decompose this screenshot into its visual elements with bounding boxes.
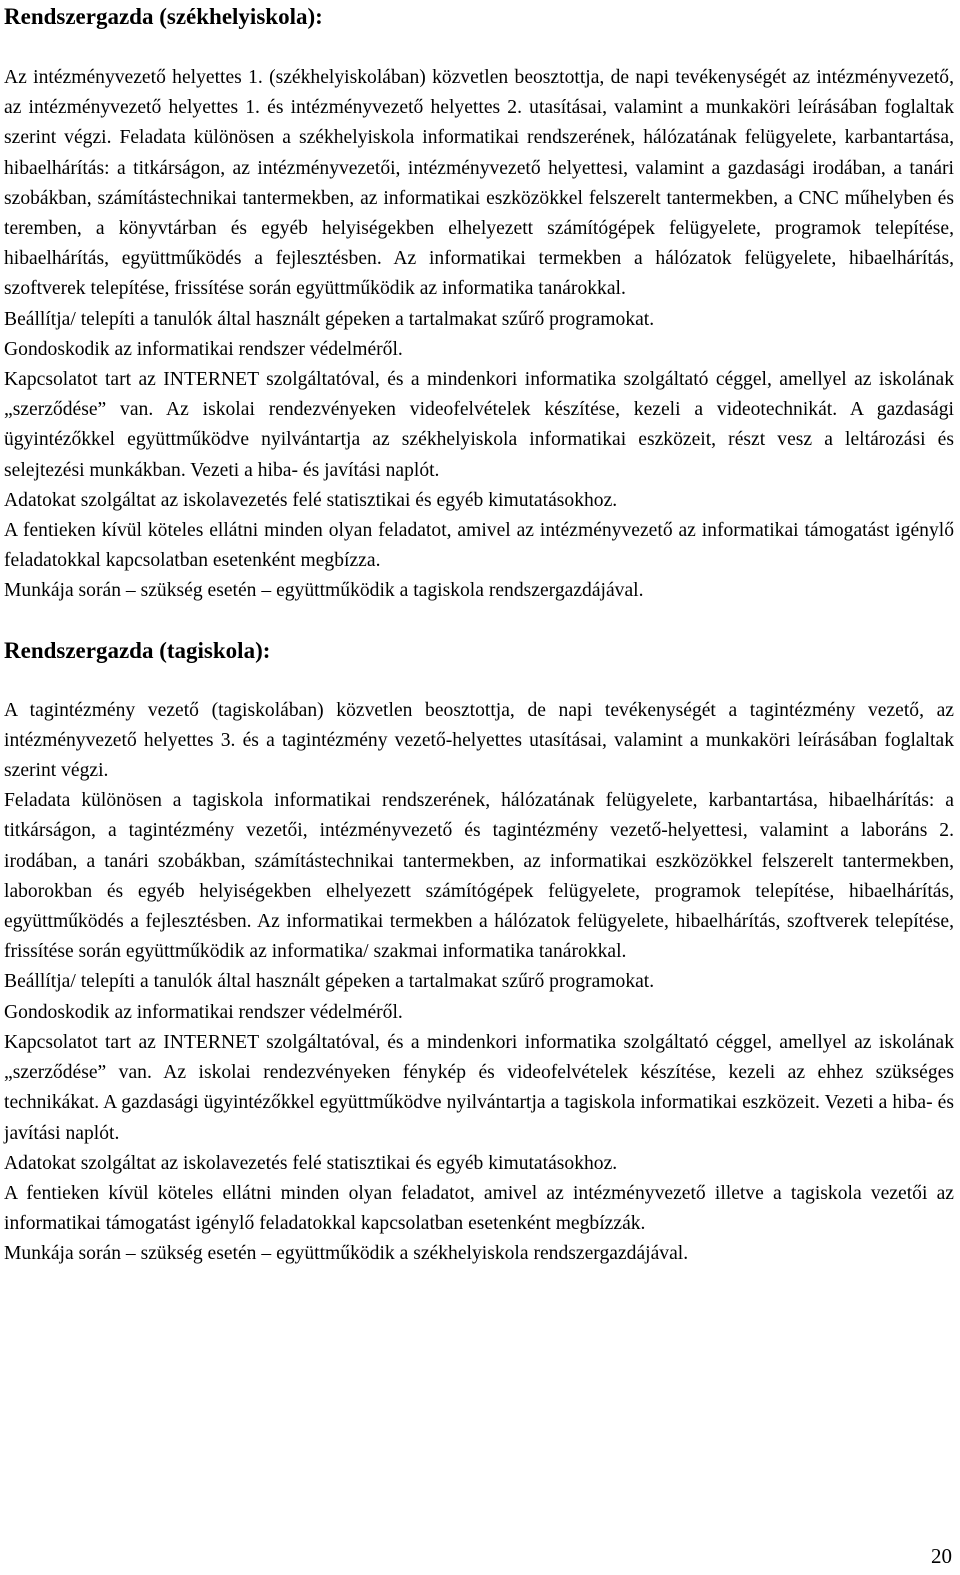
paragraph: Feladata különösen a tagiskola informatikai rendszerének, hálózatának felügyelete, karbantartása, hibaelhárítás: a titkárságon, a tagintézmény vezetői, intézményvezető és tagintézmény vezető-helyettesi, valamint a laboráns 2. irodában, a tanári szobákban, számítástechnikai tantermekben, az informatikai eszközökkel felszerelt tantermekben, laborokban és egyéb helyiségekben elhelyezett számítógépek felügyelete, programok telepítése, hibaelhárítás, együttműködés a fejlesztésben. Az informatikai termekben a hálózatok felügyelete, hibaelhárítás, szoftverek telepítése, frissítése során együttműködik az informatika/ szakmai informatika tanárokkal. [4, 790, 954, 963]
paragraph: Kapcsolatot tart az INTERNET szolgáltatóval, és a mindenkori informatika szolgáltató céggel, amellyel az iskolának „szerződése” van. Az iskolai rendezvényeken fénykép és videofelvételek készítése, kezeli az ehhez szükséges technikákat. A gazdasági ügyintézőkkel együttműködve nyilvántartja a tagiskola informatikai eszközeit. Vezeti a hiba- és javítási naplót. [4, 1031, 954, 1144]
paragraph: Beállítja/ telepíti a tanulók által használt gépeken a tartalmakat szűrő programokat. [4, 308, 655, 330]
paragraph: A tagintézmény vezető (tagiskolában) közvetlen beosztottja, de napi tevékenységét a tagintézmény vezető, az intézményvezető helyettes 3. és a tagintézmény vezető-helyettes utasításai, valamint a munkaköri leírásában foglaltak szerint végzi. [4, 699, 954, 782]
paragraph: Adatokat szolgáltat az iskolavezetés felé statisztikai és egyéb kimutatásokhoz. [4, 489, 618, 511]
paragraph: A fentieken kívül köteles ellátni minden olyan feladatot, amivel az intézményvezető illetve a tagiskola vezetői az informatikai támogatást igénylő feladatokkal kapcsolatban esetenként megbízzák. [4, 1182, 954, 1235]
section-body-szekhelyiskola [4, 63, 954, 607]
section-heading-szekhelyiskola: Rendszergazda (székhelyiskola): [4, 4, 323, 29]
paragraph: Gondoskodik az informatikai rendszer védelméről. [4, 338, 403, 360]
paragraph: Beállítja/ telepíti a tanulók által használt gépeken a tartalmakat szűrő programokat. [4, 971, 655, 993]
paragraph: A fentieken kívül köteles ellátni minden olyan feladatot, amivel az intézményvezető az informatikai támogatást igénylő feladatokkal kapcsolatban esetenként megbízza. [4, 520, 954, 572]
page-number: 20 [931, 1544, 952, 1568]
section-body-tagiskola [4, 696, 954, 1270]
paragraph: Adatokat szolgáltat az iskolavezetés felé statisztikai és egyéb kimutatásokhoz. [4, 1152, 618, 1174]
section-heading-tagiskola: Rendszergazda (tagiskola): [4, 637, 271, 663]
paragraph: Az intézményvezető helyettes 1. (székhelyiskolában) közvetlen beosztottja, de napi tevékenységét az intézményvezető, az intézményvezető helyettes 1. és intézményvezető helyettes 2. utasításai, valamint a munkaköri leírásában foglaltak szerint végzi. Feladata különösen a székhelyiskola informatikai rendszerének, hálózatának felügyelete, karbantartása, hibaelhárítás: a titkárságon, az intézményvezetői, intézményvezető helyettesi, valamint a gazdasági irodában, a tanári szobákban, számítástechnikai tantermekben, az informatikai eszközökkel felszerelt tantermekben, a CNC műhelyben és teremben, a könyvtárban és egyéb helyiségekben elhelyezett számítógépek felügyelete, programok telepítése, hibaelhárítás, együttműködés a fejlesztésben. Az informatikai termekben a hálózatok felügyelete, hibaelhárítás, szoftverek telepítése, frissítése során együttműködik az informatika tanárokkal. [4, 67, 954, 300]
paragraph: Munkája során – szükség esetén – együttműködik a székhelyiskola rendszergazdájával. [4, 1243, 689, 1265]
page-content [4, 0, 954, 1270]
paragraph: Munkája során – szükség esetén – együttműködik a tagiskola rendszergazdájával. [4, 580, 644, 602]
paragraph: Gondoskodik az informatikai rendszer védelméről. [4, 1001, 403, 1023]
paragraph: Kapcsolatot tart az INTERNET szolgáltatóval, és a mindenkori informatika szolgáltató céggel, amellyel az iskolának „szerződése” van. Az iskolai rendezvényeken videofelvételek készítése, kezeli a videotechnikát. A gazdasági ügyintézőkkel együttműködve nyilvántartja az székhelyiskola informatikai eszközeit, részt vesz a leltározási és selejtezési munkákban. Vezeti a hiba- és javítási naplót. [4, 369, 954, 481]
